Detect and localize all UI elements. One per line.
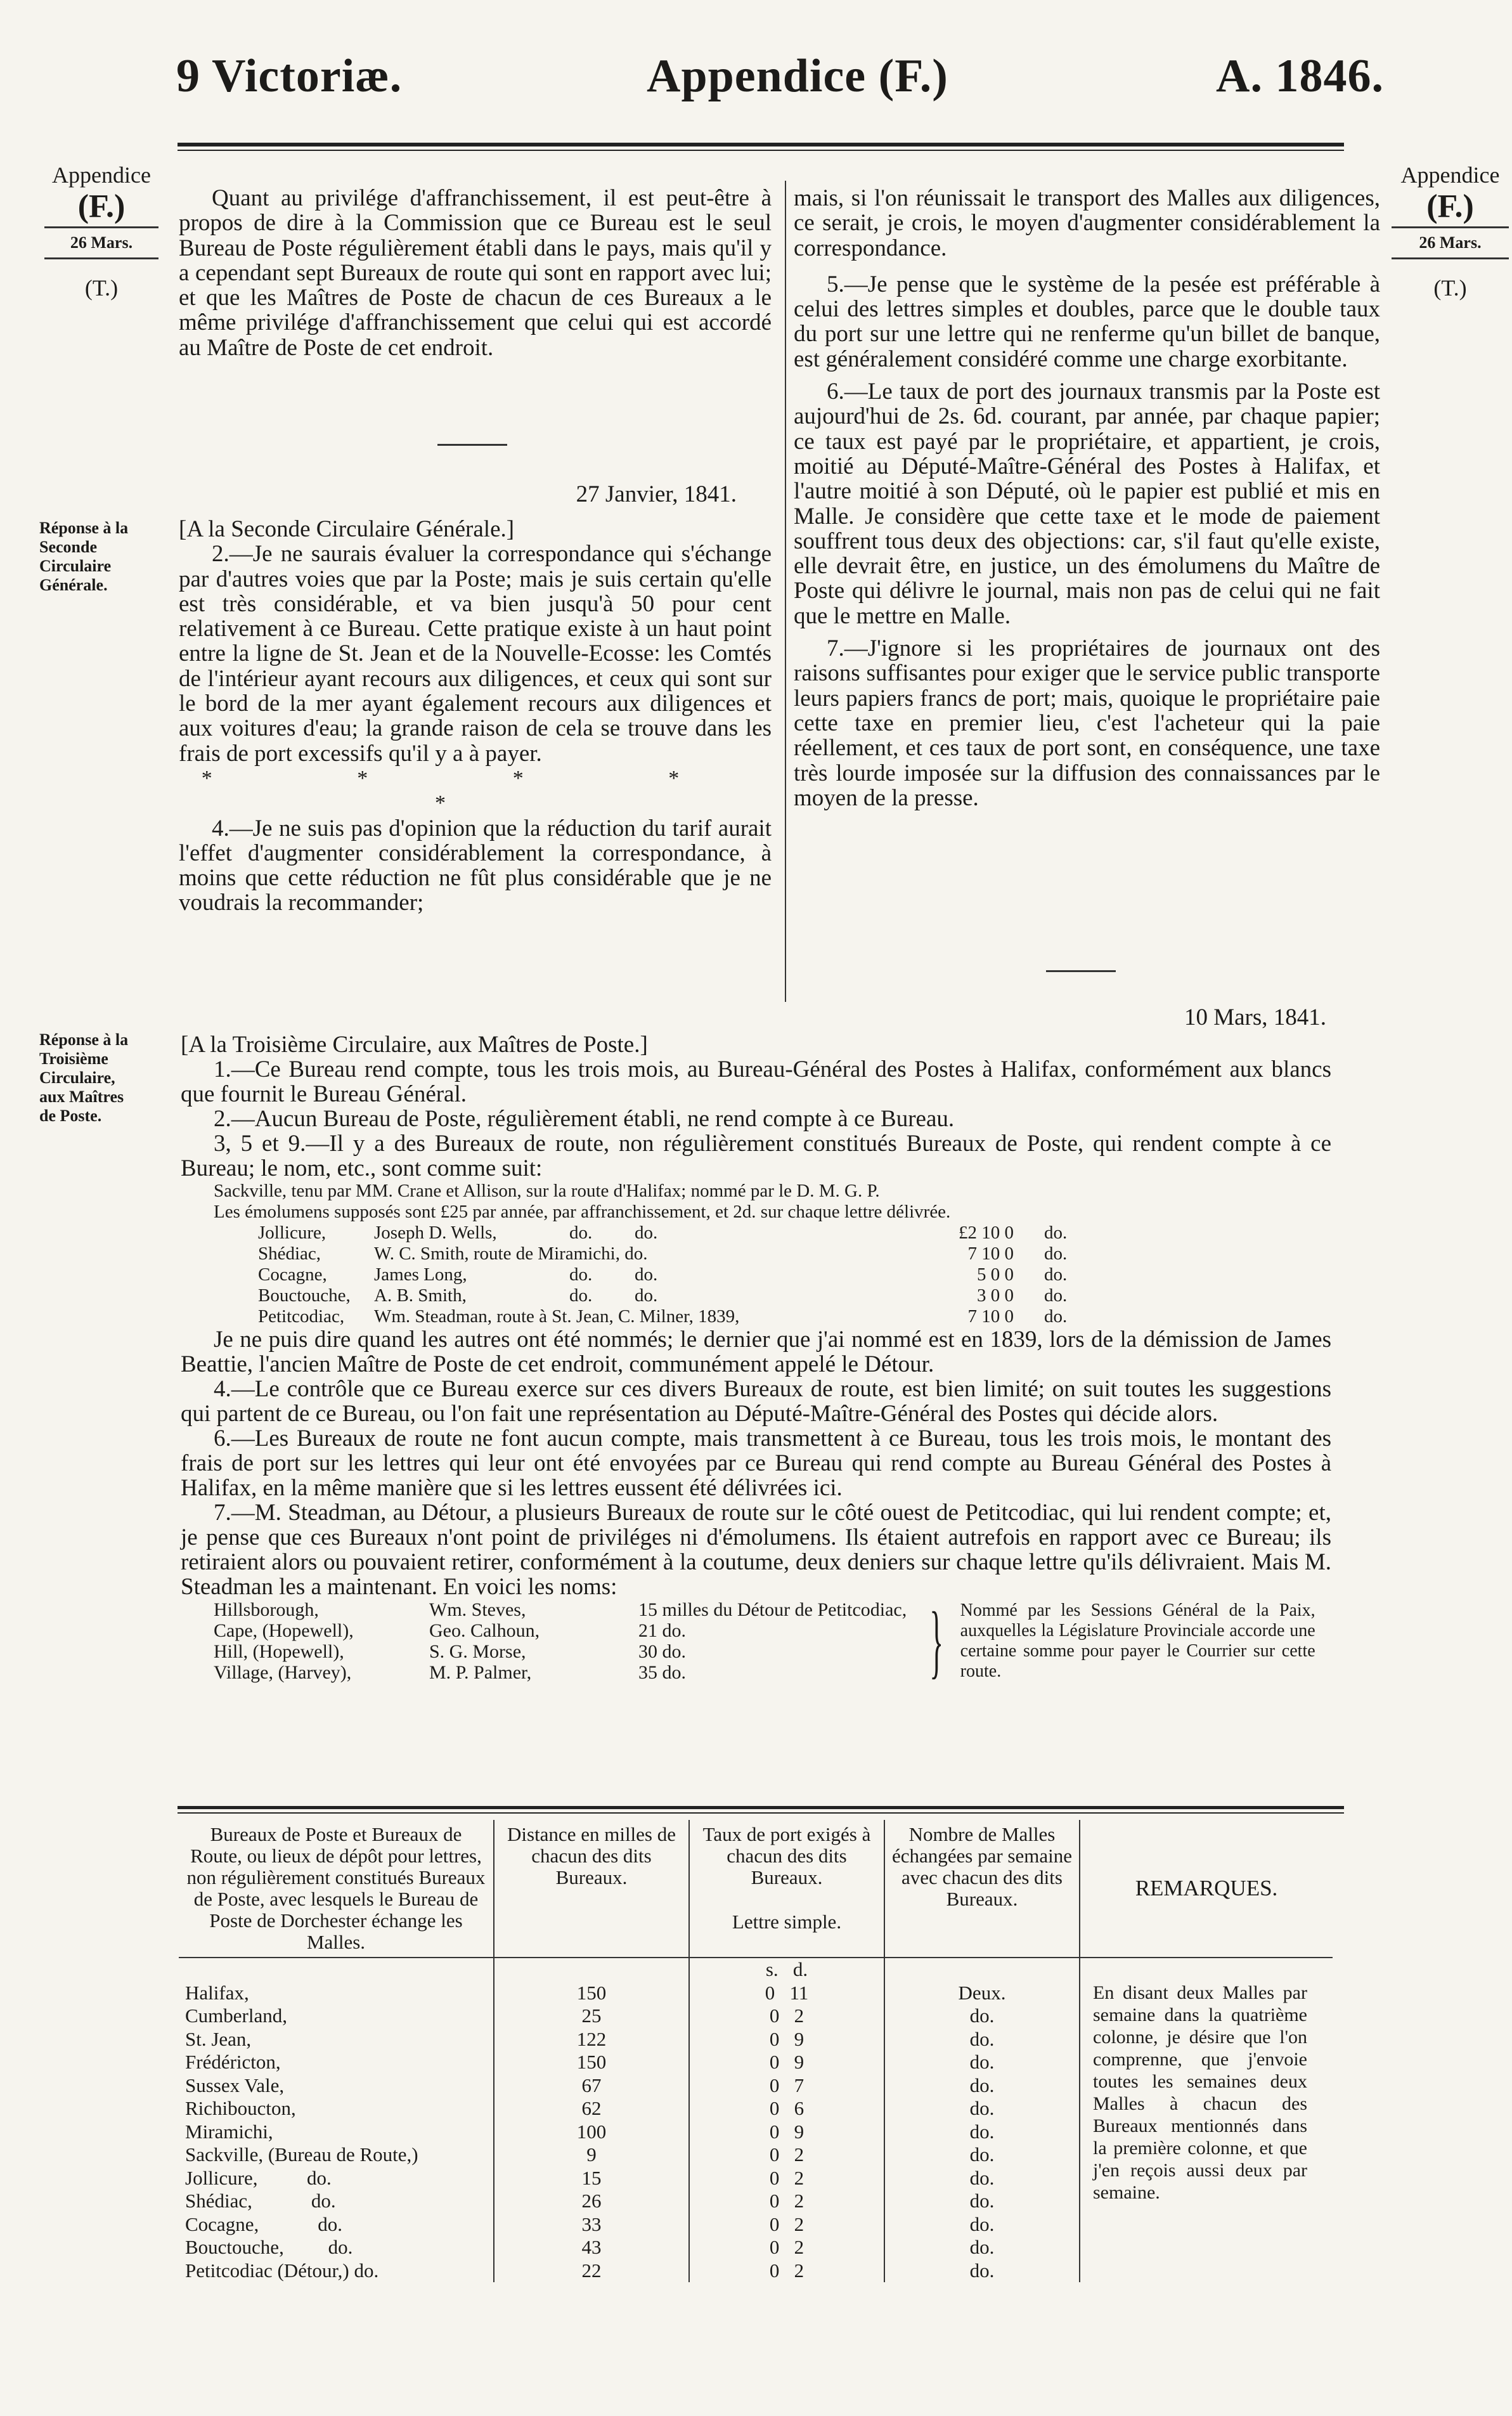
brace-note: Nommé par les Sessions Général de la Paix, auxquelles la Législature Provinciale accorde une certaine somme pour payer le Courrier sur cette route. — [960, 1601, 1315, 1681]
third-paragraph-7: 7.—M. Steadman, au Détour, a plusieurs Bureaux de route sur le côté ouest de Petitcodiac, qui lui rendent compte; et, je pense que ces Bureaux n'ont point de priviléges ni d'émolumens. Ils étaient autrefois en rapport avec ce Bureau; ils retiraient alors ou pouvaient retirer, conformément à la coutume, deux deniers sur chaque lettre qu'ils délivraient. Mais M. Steadman les a maintenant. En voici les noms: — [181, 1500, 1331, 1600]
right-paragraph-6: 6.—Le taux de port des journaux transmis par la Poste est aujourd'hui de 2s. 6d. courant, par année, par chaque papier; ce taux est payé par le propriétaire, et appartient, je crois, moitié au Député-Maître-Général des Postes à Halifax, et l'autre moitié à son Député, où le papier est publié et mis en Malle. Je considère que cette taxe et le mode de paiement souffrent tous deux des objections: car, s'il faut qu'elle existe, elle devrait être, en justice, un des émolumens du Maître de Poste qui délivre le journal, mais non pas de celui qui ne fait que le mettre en Malle. — [794, 379, 1380, 629]
second-circular-heading: [A la Seconde Circulaire Générale.] — [179, 516, 515, 542]
margin-letter: (F.) — [77, 188, 126, 224]
right-paragraph-1: mais, si l'on réunissait le transport des Malles aux diligences, ce serait, je crois, le moyen d'augmenter considérablement la correspondance. — [794, 185, 1380, 261]
table-row: Cocagne, do. 33 0 2 do. — [179, 2213, 1333, 2237]
emoluments-line: Les émolumens supposés sont £25 par année, par affranchissement, et 2d. sur chaque lettre délivrée. — [214, 1202, 951, 1222]
table-row: Sackville, (Bureau de Route,) 9 0 2 do. — [179, 2143, 1333, 2167]
third-paragraph-6: 6.—Les Bureaux de route ne font aucun compte, mais transmettent à ce Bureau, tous les trois mois, le montant des frais de port sur les lettres qui leur ont été envoyées par ce Bureau qui rend compte au Bureau Général des Postes à Halifax, en la même manière que si les lettres eussent été délivrées ici. — [181, 1426, 1331, 1501]
remarks-cell: En disant deux Malles par semaine dans la quatrième colonne, je désire que l'on comprenne, que j'envoie toutes les semaines deux Malles à chacun des Bureaux mentionnés dans la première colonne, et que j'en reçois aussi deux par semaine. — [1080, 1982, 1333, 2283]
third-paragraph-2: 2.—Aucun Bureau de Poste, régulièrement établi, ne rend compte à ce Bureau. — [214, 1106, 955, 1132]
table-row: Bouctouche, do. 43 0 2 do. — [179, 2236, 1333, 2259]
margin-label: Appendice — [52, 162, 151, 188]
steadman-office-row: Hill, (Hopewell), S. G. Morse, 30 do. — [214, 1641, 686, 1662]
third-paragraph-3: 3, 5 et 9.—Il y a des Bureaux de route, non régulièrement constitués Bureaux de Poste, qui rendent compte à ce Bureau; le nom, etc., sont comme suit: — [181, 1131, 1331, 1181]
left-paragraph-4: 4.—Je ne suis pas d'opinion que la réduction du tarif aurait l'effet d'augmenter considérablement la correspondance, à moins que cette réduction ne fût plus considérable que je ne voudrais la recommander; — [179, 815, 772, 916]
brace: } — [929, 1595, 944, 1687]
route-office-row: Bouctouche, A. B. Smith, do. do. 3 0 0 do. — [258, 1285, 1068, 1306]
margin-date: 26 Mars. — [70, 233, 133, 252]
third-circular-heading: [A la Troisième Circulaire, aux Maîtres de Poste.] — [181, 1032, 648, 1058]
margin-letter-right: (F.) — [1426, 188, 1474, 224]
table-row: Richiboucton, 62 0 6 do. — [179, 2097, 1333, 2120]
left-column — [179, 186, 772, 360]
left-date: 27 Janvier, 1841. — [576, 481, 737, 507]
third-paragraph-1: 1.—Ce Bureau rend compte, tous les trois mois, au Bureau-Général des Postes à Halifax, conformément aux blancs que fournit le Bureau Général. — [181, 1056, 1331, 1107]
right-paragraph-5: 5.—Je pense que le système de la pesée est préférable à celui des lettres simples et doubles, parce que le double taux du port sur une lettre qui ne renferme qu'un billet de banque, est généralement considéré comme une charge exorbitante. — [794, 271, 1380, 372]
route-office-row: Jollicure, Joseph D. Wells, do. do. £2 10 0 do. — [258, 1223, 1068, 1243]
table-row: Miramichi, 100 0 9 do. — [179, 2120, 1333, 2144]
route-office-row: Shédiac, W. C. Smith, route de Miramichi, do. 7 10 0 do. — [258, 1244, 1068, 1264]
steadman-offices-table — [214, 1599, 913, 1683]
margin-mark-right: (T.) — [1433, 275, 1467, 301]
table-row: Sussex Vale, 67 0 7 do. — [179, 2074, 1333, 2098]
table-row: Petitcodiac (Détour,) do. 22 0 2 do. — [179, 2259, 1333, 2283]
header-left: 9 Victoriæ. — [176, 50, 403, 102]
header-rule-thin — [178, 150, 1344, 151]
third-circular — [181, 1032, 1331, 1687]
table-rule-thin — [178, 1812, 1344, 1814]
column-divider — [785, 181, 786, 1002]
col-header-mails: Nombre de Malles échangées par semaine avec chacun des dits Bureaux. — [884, 1820, 1080, 1958]
table-rule-thick — [178, 1806, 1344, 1809]
right-separator — [1046, 970, 1116, 972]
col-header-remarks: REMARQUES. — [1080, 1820, 1333, 1958]
route-offices-table — [258, 1223, 1072, 1327]
sackville-line: Sackville, tenu par MM. Crane et Allison, sur la route d'Halifax; nommé par le D. M. G. P. — [214, 1181, 880, 1201]
stars: * * * * * — [201, 766, 749, 815]
header-rule-thick — [178, 143, 1344, 146]
margin-mark: (T.) — [84, 275, 119, 301]
table-row: St. Jean, 122 0 9 do. — [179, 2028, 1333, 2051]
route-office-row: Petitcodiac, Wm. Steadman, route à St. Jean, C. Milner, 1839, 7 10 0 do. — [258, 1306, 1068, 1327]
table-row: Halifax, 150 0 11 Deux. En disant deux Malles par semaine dans la quatrième colonne, je désire que l'on comprenne, que j'envoie toutes les semaines deux Malles à chacun des Bureaux mentionnés dans la première colonne, et que j'en reçois aussi deux par semaine. — [179, 1982, 1333, 2005]
left-paragraph-privilege: Quant au privilége d'affranchissement, il est peut-être à propos de dire à la Commission que ce Bureau est le seul Bureau de Poste régulièrement établi dans le pays, mais qu'il y a cependant sept Bureaux de route qui sont en rapport avec lui; et que les Maîtres de Poste de chacun de ces Bureaux a le même privilége d'affranchissement que celui qui est accordé au Maître de Poste de cet endroit. — [179, 185, 772, 361]
col-header-offices: Bureaux de Poste et Bureaux de Route, ou lieux de dépôt pour lettres, non régulièrement constitués Bureaux de Poste, avec lesquels le Bureau de Poste de Dorchester échange les Malles. — [179, 1820, 494, 1958]
col-header-distance: Distance en milles de chacun des dits Bureaux. — [494, 1820, 689, 1958]
col-header-rate: Taux de port exigés à chacun des dits Bureaux. Lettre simple. — [689, 1820, 884, 1958]
steadman-office-row: Hillsborough, Wm. Steves, 15 milles du Détour de Petitcodiac, — [214, 1599, 907, 1620]
route-office-row: Cocagne, James Long, do. do. 5 0 0 do. — [258, 1264, 1068, 1285]
right-date: 10 Mars, 1841. — [1184, 1004, 1326, 1030]
steadman-office-row: Cape, (Hopewell), Geo. Calhoun, 21 do. — [214, 1620, 686, 1641]
left-column-second — [179, 517, 772, 916]
steadman-office-row: Village, (Harvey), M. P. Palmer, 35 do. — [214, 1662, 686, 1683]
right-paragraph-7: 7.—J'ignore si les propriétaires de journaux ont des raisons suffisantes pour exiger que le service public transporte leurs papiers francs de port; mais, quoique le propriétaire paie cette taxe en premier lieu, c'est l'acheteur qui la paie réellement, et ces taux de port sont, en conséquence, une taxe très lourde imposée sur la diffusion des connaissances par le moyen de la presse. — [794, 635, 1380, 811]
margin-label-right: Appendice — [1400, 162, 1500, 188]
header-center: Appendice (F.) — [647, 50, 948, 102]
third-paragraph-4: 4.—Le contrôle que ce Bureau exerce sur ces divers Bureaux de route, est bien limité; on suit toutes les suggestions qui partent de ce Bureau, ou l'on fait une représentation au Député-Maître-Général des Postes qui décide alors. — [181, 1376, 1331, 1427]
left-paragraph-2: 2.—Je ne saurais évaluer la correspondance qui s'échange par d'autres voies que par la Poste; mais je suis certain qu'elle est très considérable, et va bien jusqu'à 50 pour cent relativement à ce Bureau. Cette pratique existe à un haut point entre la ligne de St. Jean et de la Nouvelle-Ecosse: les Comtés de l'intérieur ayant recours aux diligences, et ceux qui sont sur le bord de la mer ayant également recours aux diligences et aux voitures d'eau; la grande raison de cela se trouve dans les frais de port excessifs qu'il y a à payer. — [179, 541, 772, 767]
table-header-row — [179, 1820, 1333, 1958]
margin-note-third-circular: Réponse à la Troisième Circulaire, aux Maîtres de Poste. — [39, 1030, 129, 1125]
header-right: A. 1846. — [1216, 50, 1384, 102]
table-row: Cumberland, 25 0 2 do. — [179, 2004, 1333, 2028]
right-column — [794, 186, 1380, 810]
margin-note-second-circular: Réponse à la Seconde Circulaire Générale. — [39, 519, 129, 594]
table-row: Frédéricton, 150 0 9 do. — [179, 2051, 1333, 2074]
margin-right — [1392, 162, 1509, 301]
mail-exchange-table — [179, 1820, 1333, 2282]
margin-left — [44, 162, 158, 301]
table-row: Jollicure, do. 15 0 2 do. — [179, 2167, 1333, 2190]
left-separator — [437, 444, 507, 446]
third-paragraph-je: Je ne puis dire quand les autres ont été nommés; le dernier que j'ai nommé est en 1839, lors de la démission de James Beattie, l'ancien Maître de Poste de cet endroit, communément appelé le Détour. — [181, 1327, 1331, 1377]
table-units-row: s. d. — [179, 1958, 1333, 1982]
table-row: Shédiac, do. 26 0 2 do. — [179, 2190, 1333, 2213]
margin-date-right: 26 Mars. — [1419, 233, 1482, 252]
